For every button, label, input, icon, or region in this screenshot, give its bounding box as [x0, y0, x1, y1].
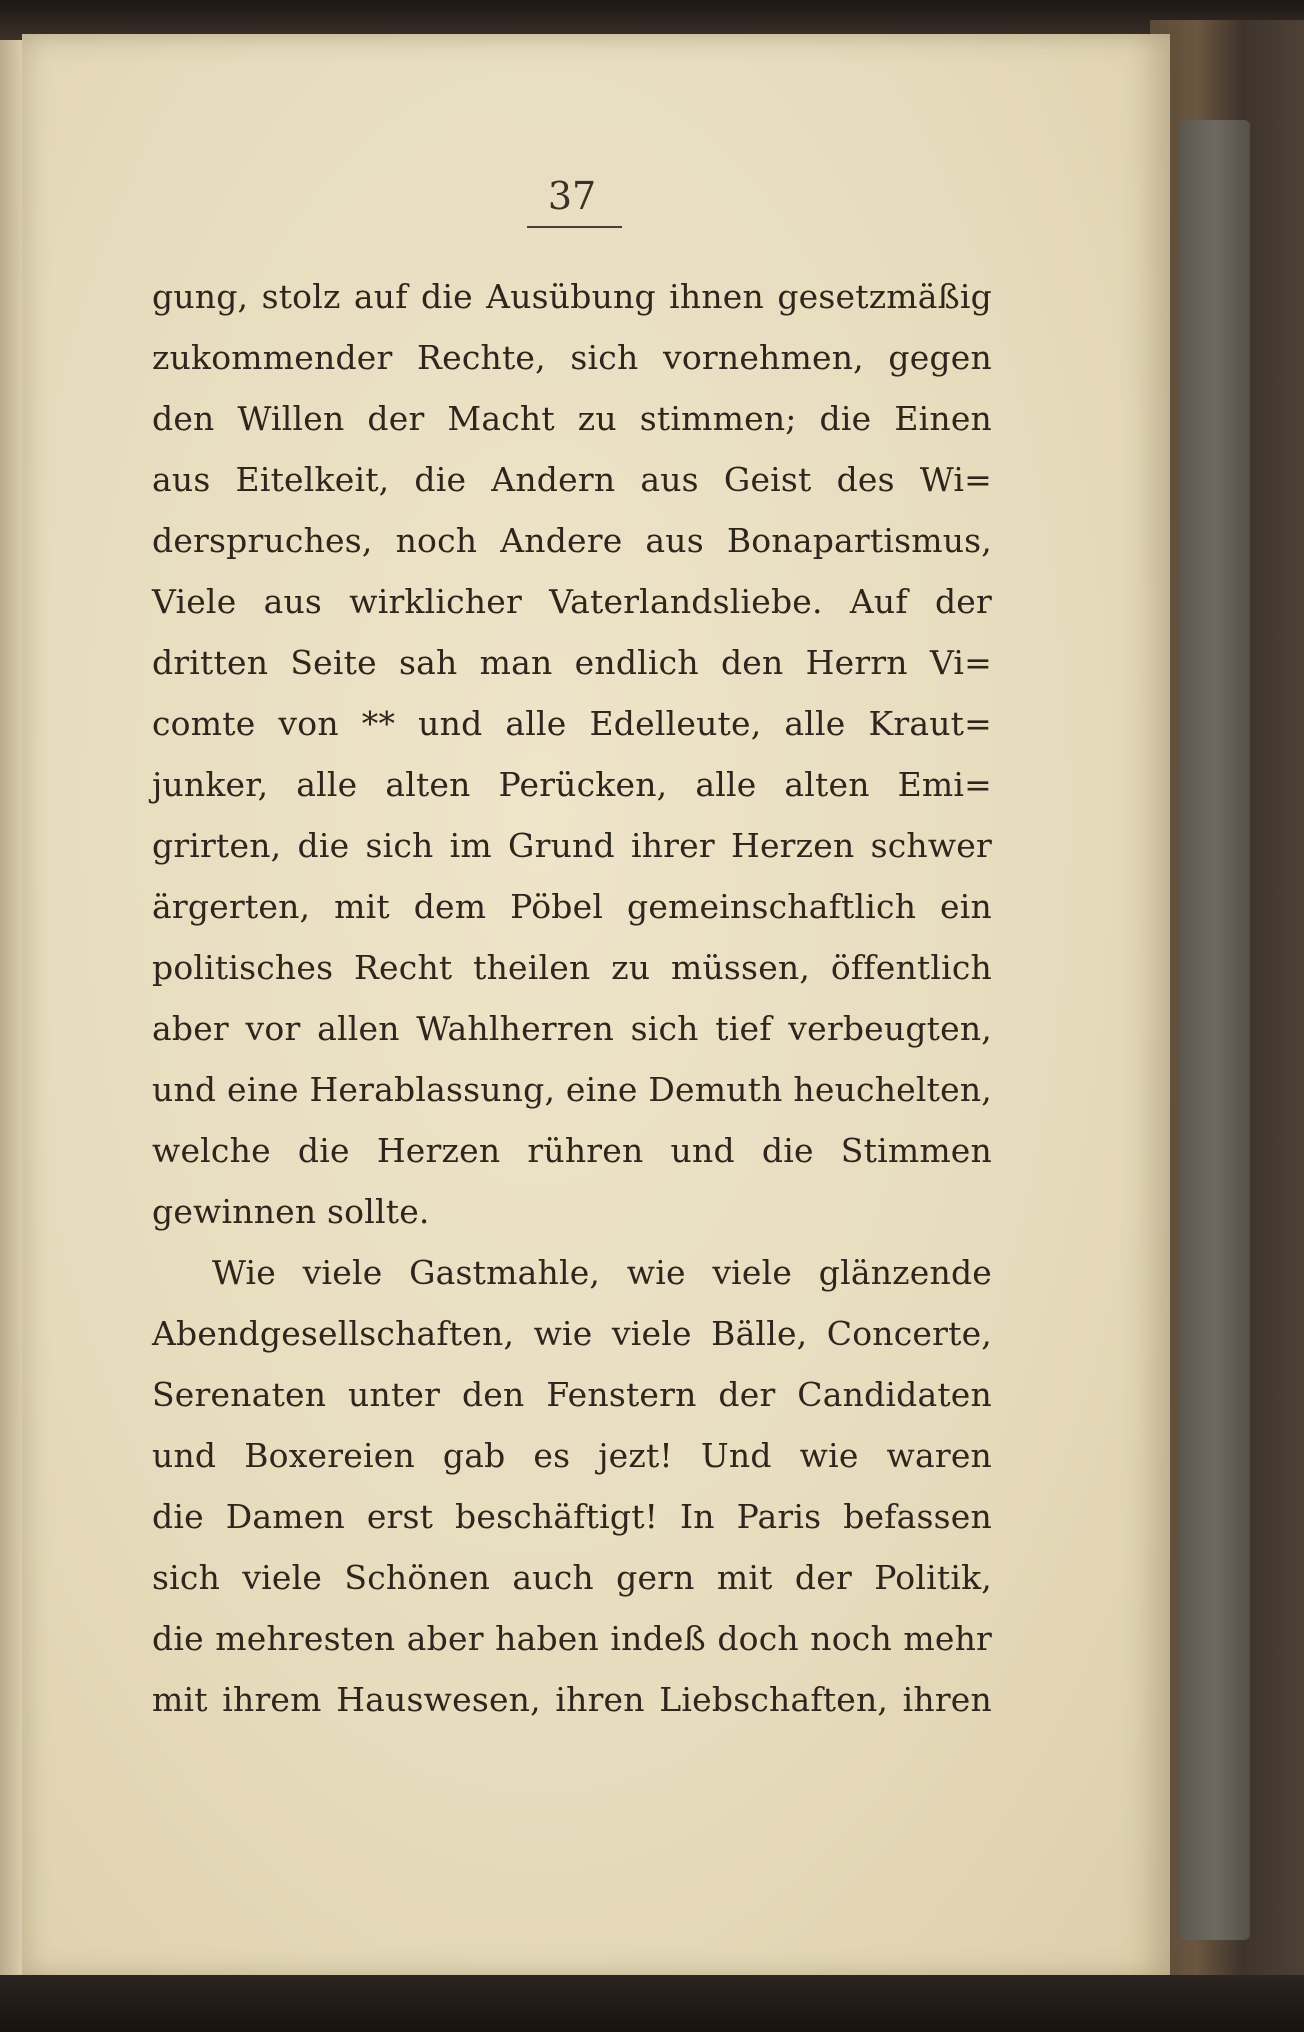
text-line: und Boxereien gab es jezt! Und wie waren	[152, 1436, 992, 1475]
book-page-stack	[1180, 120, 1250, 1940]
text-line: mit ihrem Hauswesen, ihren Liebschaften, ihren	[152, 1680, 992, 1719]
book-page	[22, 34, 1170, 1979]
text-line: gung, stolz auf die Ausübung ihnen gesetzmäßig	[152, 277, 992, 316]
book-bottom-edge	[0, 1975, 1304, 2032]
page-number-rule	[527, 226, 622, 228]
text-line: dritten Seite sah man endlich den Herrn Vi=	[152, 643, 992, 682]
text-line: grirten, die sich im Grund ihrer Herzen schwer	[152, 826, 992, 865]
text-line: die Damen erst beschäftigt! In Paris befassen	[152, 1497, 992, 1536]
text-line: welche die Herzen rühren und die Stimmen	[152, 1131, 992, 1170]
page-number: 37	[547, 174, 597, 218]
page-text	[152, 266, 992, 1730]
text-line: die mehresten aber haben indeß doch noch mehr	[152, 1619, 992, 1658]
text-line: ärgerten, mit dem Pöbel gemeinschaftlich ein	[152, 887, 992, 926]
text-line: Serenaten unter den Fenstern der Candidaten	[152, 1375, 992, 1414]
text-line: derspruches, noch Andere aus Bonapartismus,	[152, 521, 992, 560]
text-line: zukommender Rechte, sich vornehmen, gegen	[152, 338, 992, 377]
text-line: politisches Recht theilen zu müssen, öffentlich	[152, 948, 992, 987]
text-line: den Willen der Macht zu stimmen; die Einen	[152, 399, 992, 438]
text-line: Abendgesellschaften, wie viele Bälle, Concerte,	[152, 1314, 992, 1353]
text-line-paragraph-end: gewinnen sollte.	[152, 1192, 430, 1231]
text-line: aus Eitelkeit, die Andern aus Geist des Wi=	[152, 460, 992, 499]
text-line: comte von ** und alle Edelleute, alle Kraut=	[152, 704, 992, 743]
text-line: und eine Herablassung, eine Demuth heuchelten,	[152, 1070, 992, 1109]
text-line: junker, alle alten Perücken, alle alten Emi=	[152, 765, 992, 804]
text-line: aber vor allen Wahlherren sich tief verbeugten,	[152, 1009, 992, 1048]
left-page-edge	[0, 40, 22, 2032]
text-line-paragraph-start: Wie viele Gastmahle, wie viele glänzende	[212, 1253, 992, 1292]
text-line: Viele aus wirklicher Vaterlandsliebe. Auf der	[152, 582, 992, 621]
text-line: sich viele Schönen auch gern mit der Politik,	[152, 1558, 992, 1597]
